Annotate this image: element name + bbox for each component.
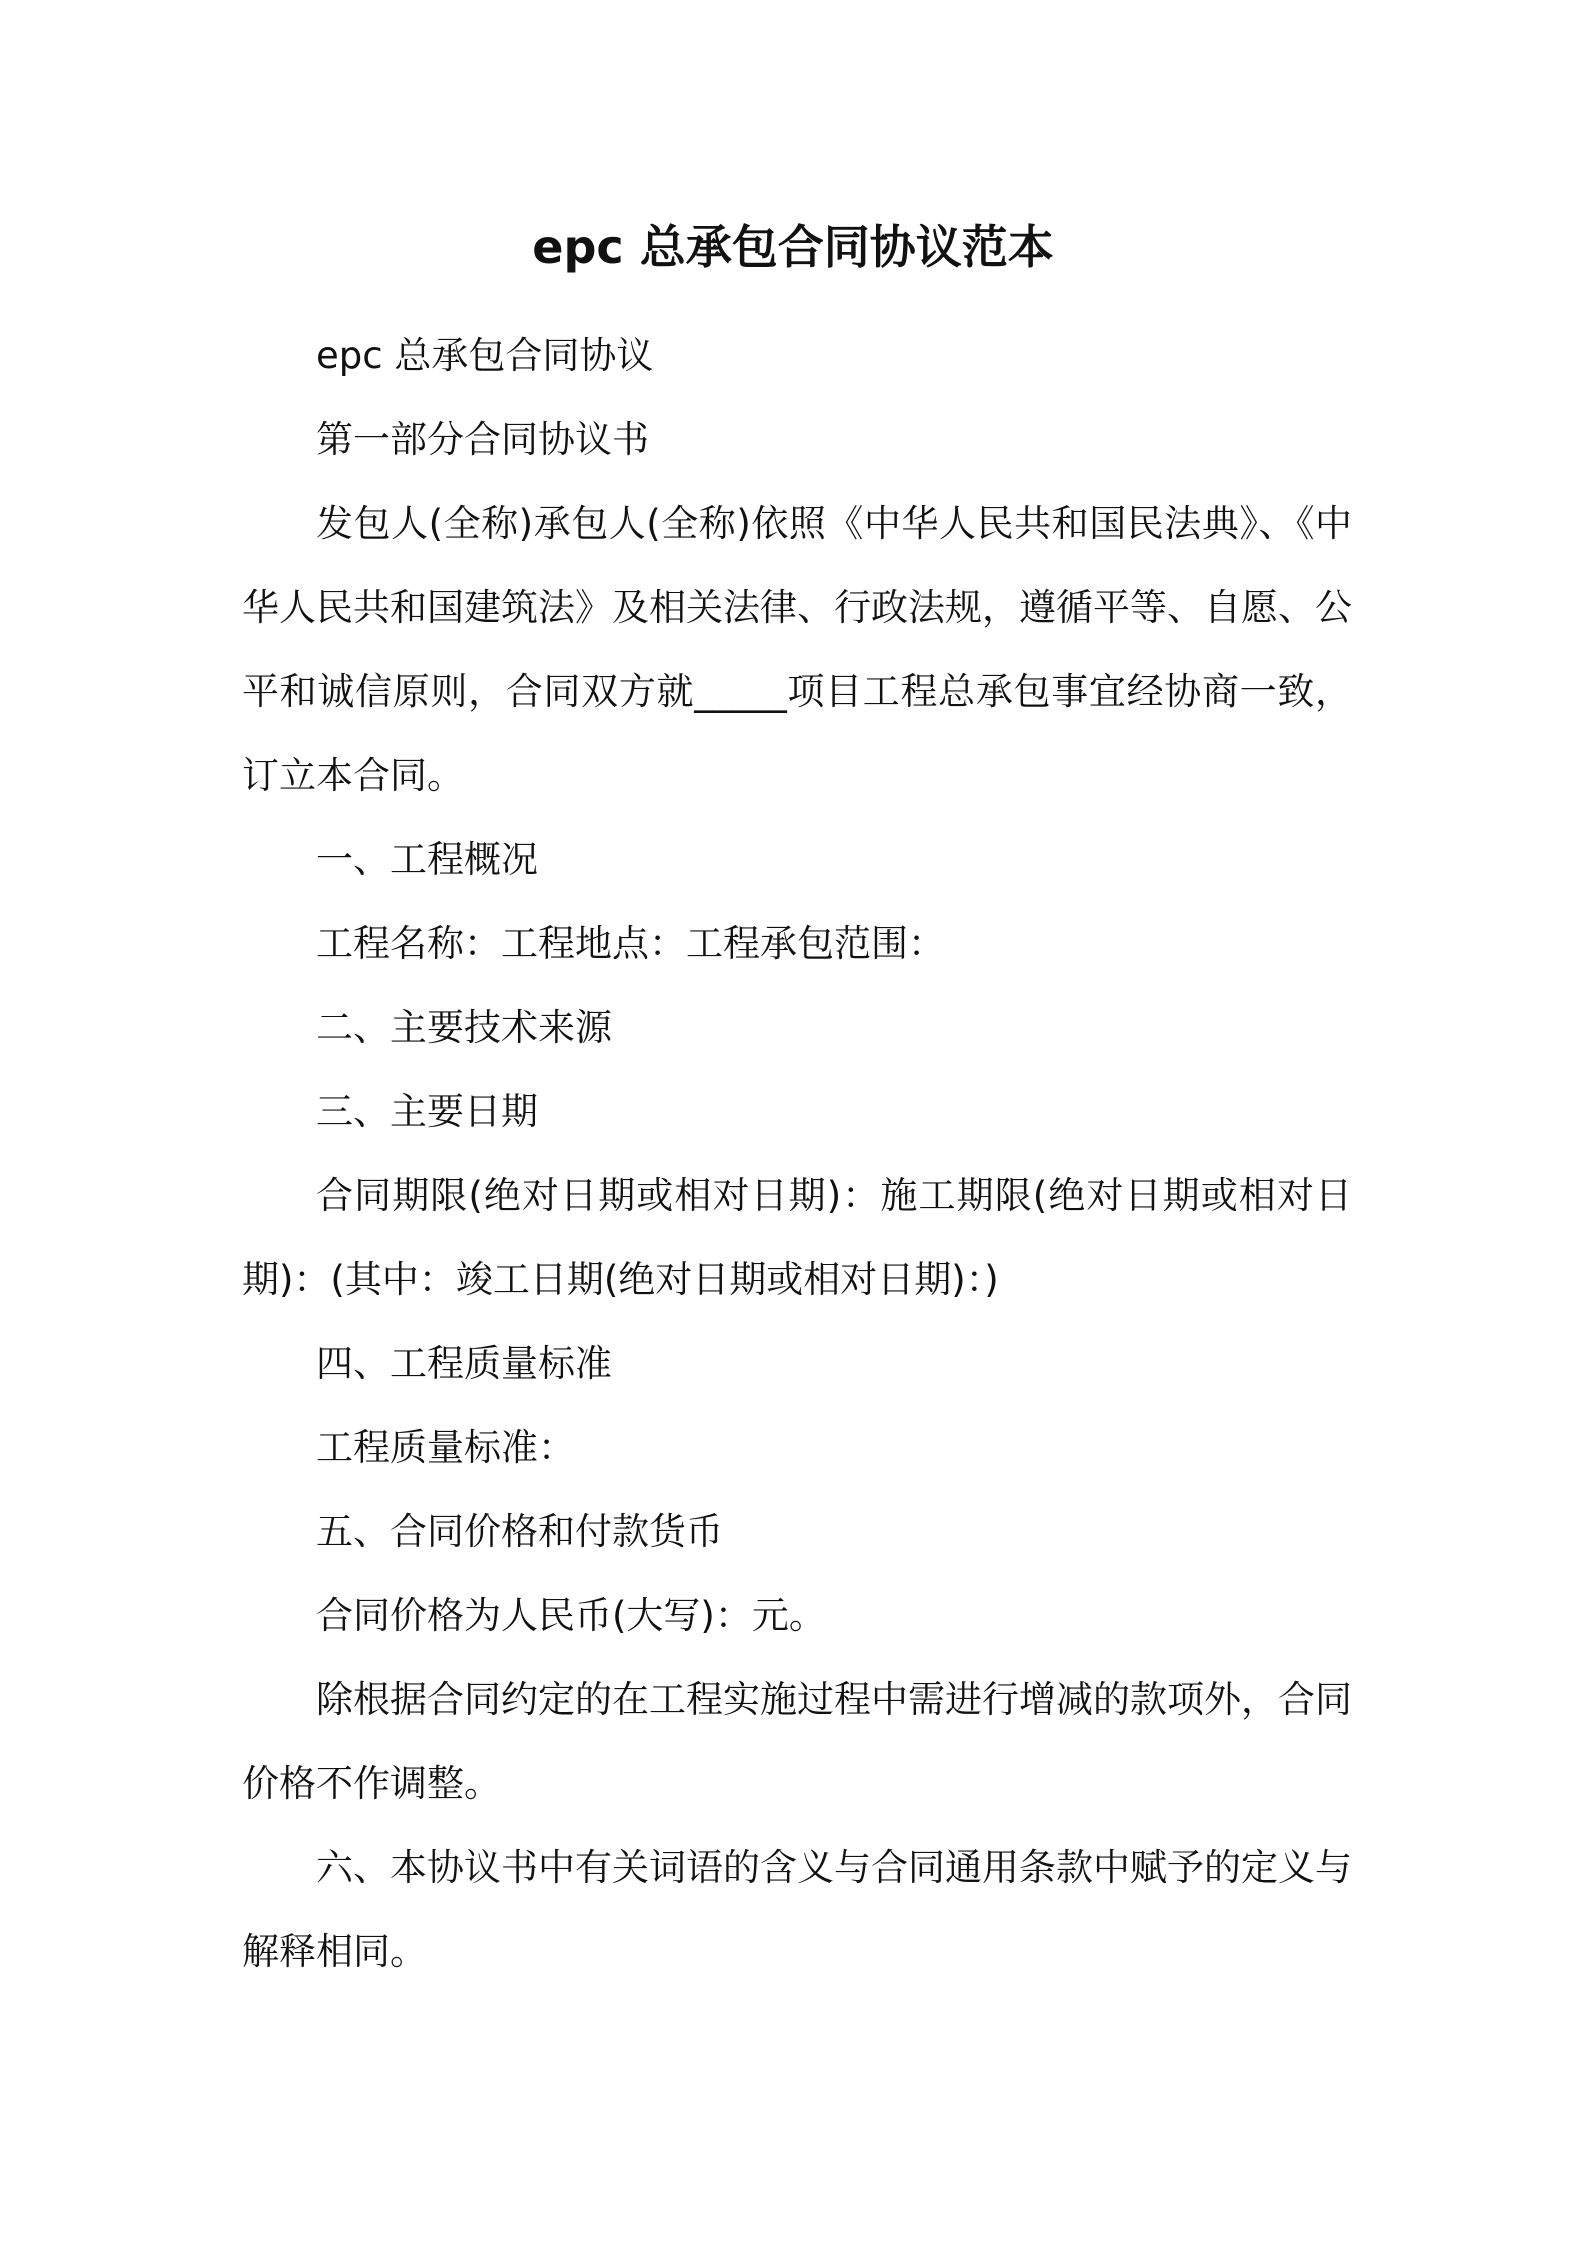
paragraph-definitions: 六、本协议书中有关词语的含义与合同通用条款中赋予的定义与解释相同。 [242,1846,1352,1973]
section-heading-project-overview: 一、工程概况 [316,838,538,881]
paragraph-part-one-heading: 第一部分合同协议书 [316,418,649,461]
paragraph-contract-price: 合同价格为人民币(大写)：元。 [316,1594,826,1637]
paragraph-preamble: 发包人(全称)承包人(全称)依照《中华人民共和国民法典》、《中华人民共和国建筑法》及相关法律、行政法规，遵循平等、自愿、公平和诚信原则，合同双方就_____项目工程总承包事宜经协商一致，订立本合同。 [242,502,1352,797]
paragraph-quality-standard: 工程质量标准： [316,1426,575,1469]
paragraph-project-info: 工程名称：工程地点：工程承包范围： [316,922,945,965]
section-heading-price-currency: 五、合同价格和付款货币 [316,1510,723,1553]
paragraph-contract-period: 合同期限(绝对日期或相对日期)：施工期限(绝对日期或相对日期)：(其中：竣工日期(绝对日期或相对日期)：) [242,1174,1352,1301]
document-title: epc 总承包合同协议范本 [532,220,1054,274]
section-heading-main-dates: 三、主要日期 [316,1090,538,1133]
document-body [242,314,1352,1994]
section-heading-technology-source: 二、主要技术来源 [316,1006,612,1049]
section-heading-quality-standard: 四、工程质量标准 [316,1342,612,1385]
paragraph-price-adjustment: 除根据合同约定的在工程实施过程中需进行增减的款项外，合同价格不作调整。 [242,1678,1352,1805]
paragraph-subtitle: epc 总承包合同协议 [316,334,654,377]
